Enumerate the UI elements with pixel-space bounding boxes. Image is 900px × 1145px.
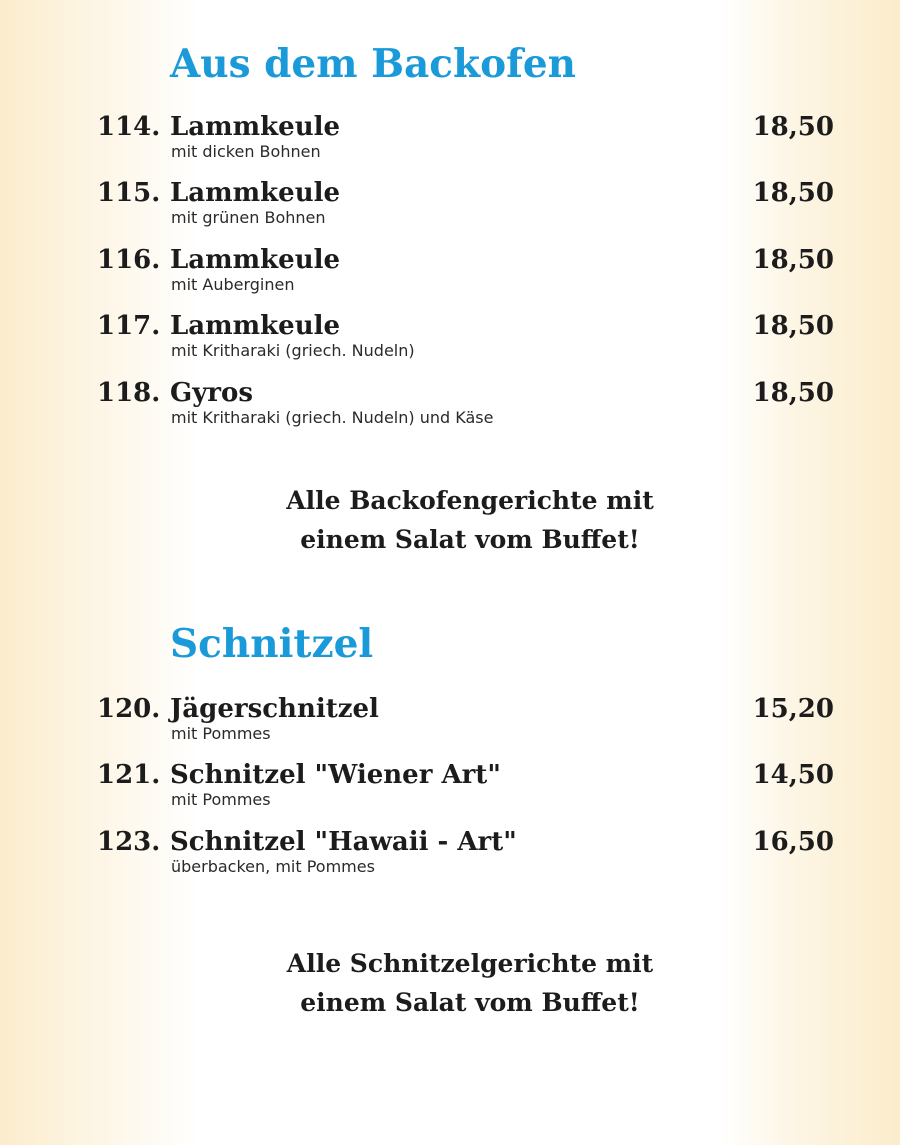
menu-item bbox=[0, 760, 900, 822]
item-number: 120. bbox=[97, 694, 161, 724]
menu-item bbox=[0, 178, 900, 240]
item-name: Schnitzel "Hawaii - Art" bbox=[170, 827, 517, 857]
note-line: einem Salat vom Buffet! bbox=[300, 988, 640, 1017]
item-number: 121. bbox=[97, 760, 161, 790]
item-price: 18,50 bbox=[752, 112, 834, 142]
section-note-backofen bbox=[0, 481, 900, 559]
item-number: 116. bbox=[97, 245, 161, 275]
menu-item bbox=[0, 245, 900, 307]
item-name: Gyros bbox=[170, 378, 253, 408]
menu-item bbox=[0, 112, 900, 174]
item-description: mit Pommes bbox=[171, 790, 271, 809]
item-description: mit Auberginen bbox=[171, 275, 295, 294]
item-price: 18,50 bbox=[752, 378, 834, 408]
item-price: 15,20 bbox=[752, 694, 834, 724]
item-price: 18,50 bbox=[752, 178, 834, 208]
item-name: Schnitzel "Wiener Art" bbox=[170, 760, 501, 790]
item-name: Lammkeule bbox=[170, 178, 341, 208]
item-name: Jägerschnitzel bbox=[170, 694, 379, 724]
section-title-schnitzel: Schnitzel bbox=[170, 621, 374, 667]
item-name: Lammkeule bbox=[170, 311, 341, 341]
item-description: mit Kritharaki (griech. Nudeln) bbox=[171, 341, 415, 360]
item-price: 18,50 bbox=[752, 311, 834, 341]
menu-item bbox=[0, 827, 900, 889]
item-price: 14,50 bbox=[752, 760, 834, 790]
item-price: 16,50 bbox=[752, 827, 834, 857]
item-price: 18,50 bbox=[752, 245, 834, 275]
item-name: Lammkeule bbox=[170, 112, 341, 142]
item-description: mit grünen Bohnen bbox=[171, 208, 326, 227]
menu-item bbox=[0, 311, 900, 373]
item-number: 118. bbox=[97, 378, 161, 408]
item-number: 117. bbox=[97, 311, 161, 341]
note-line: einem Salat vom Buffet! bbox=[300, 525, 640, 554]
note-line: Alle Backofengerichte mit bbox=[286, 486, 654, 515]
section-note-schnitzel bbox=[0, 944, 900, 1022]
note-line: Alle Schnitzelgerichte mit bbox=[286, 949, 654, 978]
item-number: 114. bbox=[97, 112, 161, 142]
menu-item bbox=[0, 694, 900, 756]
item-name: Lammkeule bbox=[170, 245, 341, 275]
section-title-backofen: Aus dem Backofen bbox=[170, 41, 577, 87]
item-description: mit dicken Bohnen bbox=[171, 142, 321, 161]
item-number: 115. bbox=[97, 178, 161, 208]
menu-item bbox=[0, 378, 900, 440]
item-number: 123. bbox=[97, 827, 161, 857]
item-description: mit Pommes bbox=[171, 724, 271, 743]
item-description: mit Kritharaki (griech. Nudeln) und Käse bbox=[171, 408, 494, 427]
item-description: überbacken, mit Pommes bbox=[171, 857, 375, 876]
